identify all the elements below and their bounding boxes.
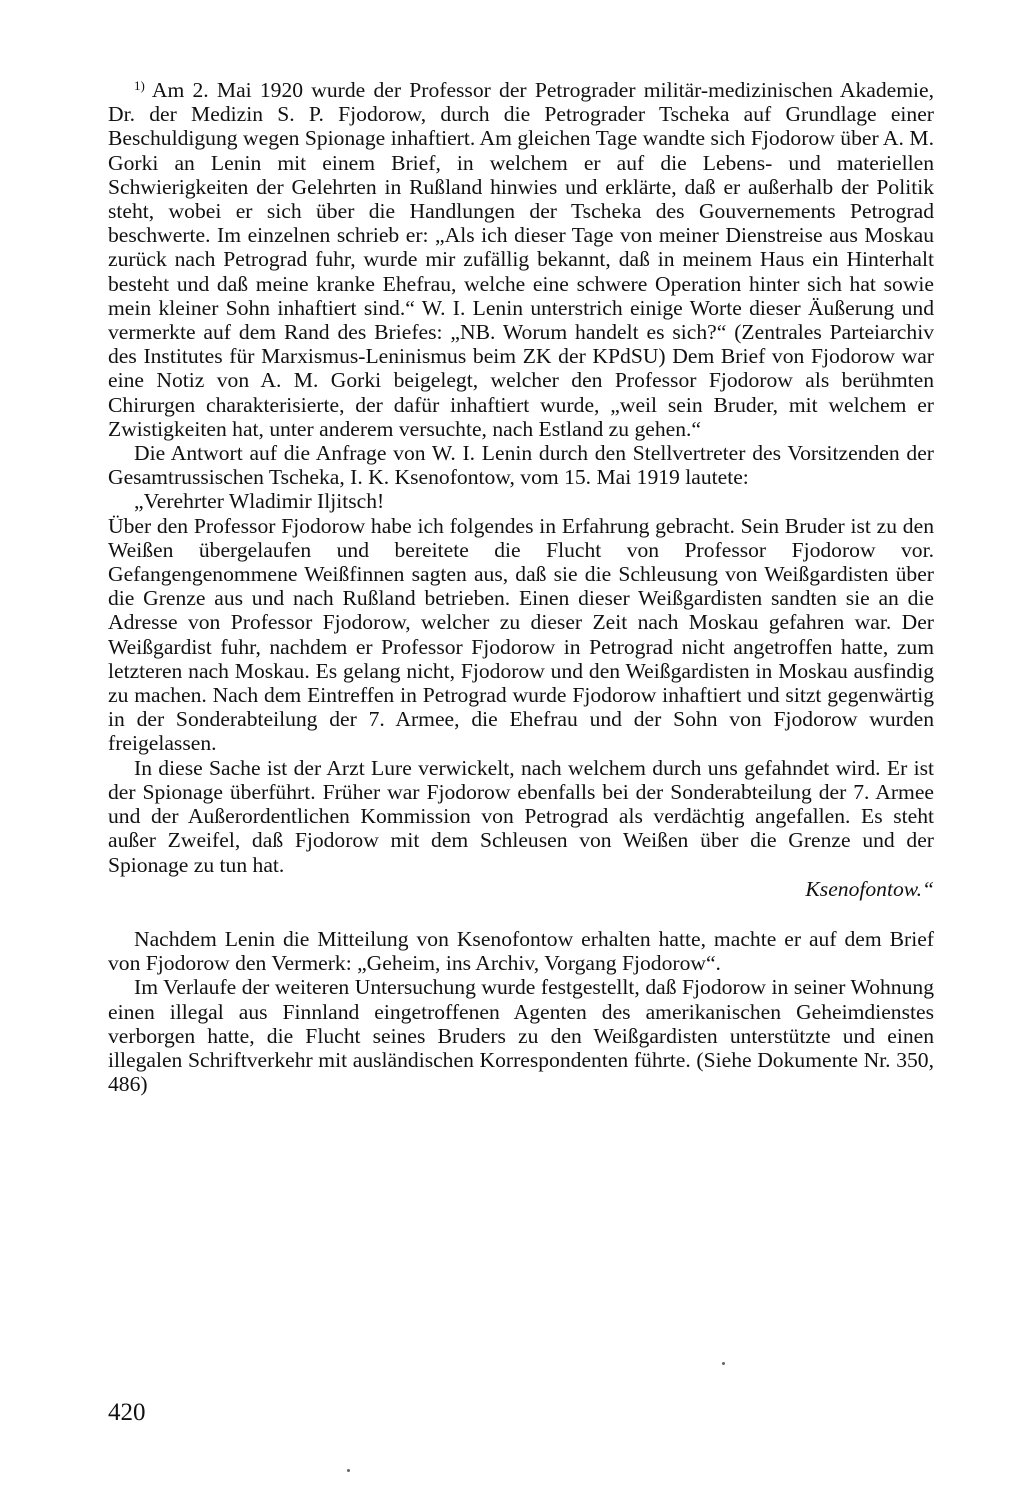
footnote-paragraph <box>108 78 934 441</box>
scan-speck <box>347 1469 350 1472</box>
page-number: 420 <box>108 1399 146 1426</box>
letter-paragraph: In diese Sache ist der Arzt Lure verwickelt, nach welchem durch uns gefahndet wird. Er ist der Spionage überführt. Früher war Fjodorow ebenfalls bei der Sonderabteilung der 7. Armee und der Außerordentlichen Kommission von Petrograd als verdächtig angefallen. Es steht außer Zweifel, daß Fjodorow mit dem Schleusen von Weißen über die Grenze und der Spionage zu tun hat. <box>108 755 934 877</box>
spacer <box>108 901 934 927</box>
letter-signature: Ksenofontow.“ <box>805 876 934 901</box>
closing-paragraph: Im Verlaufe der weiteren Untersuchung wurde festgestellt, daß Fjodorow in seiner Wohnung einen illegal aus Finnland eingetroffenen Agenten des amerikanischen Geheimdienstes verborgen hatte, die Flucht seines Bruders zu den Weißgardisten unterstützte und einen illegalen Schriftverkehr mit ausländischen Korrespondenten führte. (Siehe Dokumente Nr. 350, 486) <box>108 975 934 1097</box>
letter-salutation: „Verehrter Wladimir Iljitsch! <box>134 489 385 514</box>
closing-paragraph: Nachdem Lenin die Mitteilung von Ksenofontow erhalten hatte, machte er auf dem Brief von Fjodorow den Vermerk: „Geheim, ins Archiv, Vorgang Fjodorow“. <box>108 926 934 976</box>
scan-speck <box>722 1362 725 1365</box>
page-body <box>108 78 934 1096</box>
letter-paragraph: Über den Professor Fjodorow habe ich folgendes in Erfahrung gebracht. Sein Bruder ist zu den Weißen übergelaufen und bereitete die Flucht von Professor Fjodorow vor. Gefangengenommene Weißfinnen sagten aus, daß sie die Schleusung von Weißgardisten über die Grenze aus und nach Rußland betrieben. Einen dieser Weißgardisten sandten sie an die Adresse von Professor Fjodorow, welcher zu dieser Zeit nach Moskau gefahren war. Der Weißgardist fuhr, nachdem er Professor Fjodorow in Petrograd nicht angetroffen hatte, zum letzteren nach Moskau. Es gelang nicht, Fjodorow und den Weißgardisten in Moskau ausfindig zu machen. Nach dem Eintreffen in Petrograd wurde Fjodorow inhaftiert und sitzt gegenwärtig in der Sonderabteilung der 7. Armee, die Ehefrau und der Sohn von Fjodorow wurden freigelassen. <box>108 513 934 756</box>
footnote-text: Am 2. Mai 1920 wurde der Professor der Petrograder militär-medizinischen Akademie, Dr. der Medizin S. P. Fjodorow, durch die Petrograder Tscheka auf Grundlage einer Beschuldigung wegen Spionage inhaftiert. Am gleichen Tage wandte sich Fjodorow über A. M. Gorki an Lenin mit einem Brief, in welchem er auf die Lebens- und materiellen Schwierigkeiten der Gelehrten in Rußland hinwies und erklärte, daß er außerhalb der Politik steht, wobei er sich über die Handlungen der Tscheka des Gouvernements Petrograd beschwerte. Im einzelnen schrieb er: „Als ich dieser Tage von meiner Dienstreise aus Moskau zurück nach Petrograd fuhr, wurde mir zufällig bekannt, daß in meinem Haus ein Hinterhalt besteht und daß meine kranke Ehefrau, welche eine schwere Operation hinter sich hat sowie mein kleiner Sohn inhaftiert sind.“ W. I. Lenin unterstrich einige Worte dieser Äußerung und vermerkte auf dem Rand des Briefes: „NB. Worum handelt es sich?“ (Zentrales Parteiarchiv des Institutes für Marxismus-Leninismus beim ZK der KPdSU) Dem Brief von Fjodorow war eine Notiz von A. M. Gorki beigelegt, welcher den Professor Fjodorow als berühmten Chirurgen charakterisierte, der dafür inhaftiert wurde, „weil sein Bruder, mit welchem er Zwistigkeiten hat, unter anderem versuchte, nach Estland zu gehen.“ <box>108 78 934 441</box>
reply-intro-paragraph: Die Antwort auf die Anfrage von W. I. Lenin durch den Stellvertreter des Vorsitzenden der Gesamtrussischen Tscheka, I. K. Ksenofontow, vom 15. Mai 1919 lautete: <box>108 441 934 490</box>
footnote-marker: 1) <box>134 78 145 93</box>
